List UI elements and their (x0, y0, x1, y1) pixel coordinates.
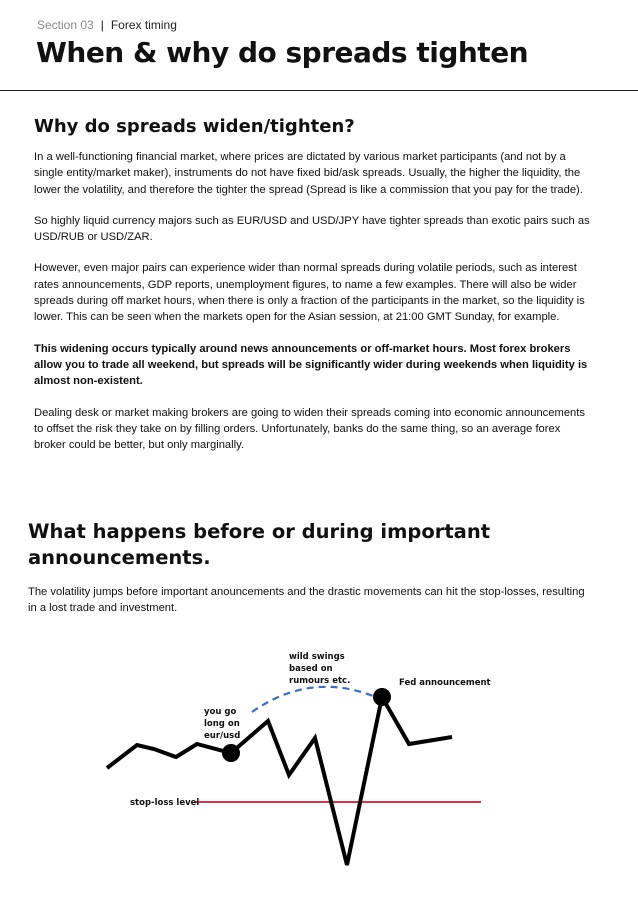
section-heading: What happens before or during important announcements. (28, 520, 491, 569)
swings-label-line-2: based on (289, 664, 333, 674)
paragraph-liquidity: In a well-functioning financial market, where prices are dictated by various market participants (and not by a single entity/market maker), instruments do not have fixed bid/ask spreads. Usually, the higher the liquidity, the lower the volatility, and therefore the tighter the spread (Spread is like a commission that you pay for the trade). (34, 151, 583, 196)
entry-point-marker (222, 744, 240, 762)
fed-announcement-marker (373, 688, 391, 706)
section-announcements (28, 519, 588, 632)
price-line (107, 697, 452, 865)
paragraph-volatile-periods: However, even major pairs can experience wider than normal spreads during volatile periods, such as interest rates announcements, GDP reports, unemployment figures, to name a few examples. There will also be wider spreads during off market hours, when there is only a fraction of the participants in the market, so the liquidity is lower. This can be seen when the markets open for the Asian session, at 21:00 GMT Sunday, for example. (34, 262, 585, 324)
paragraph-widening: This widening occurs typically around news announcements or off-market hours. Most forex brokers allow you to trade all weekend, but spreads will be significantly wider during weekends when liquidity is almost non-existent. (34, 342, 588, 388)
paragraph-majors: So highly liquid currency majors such as EUR/USD and USD/JPY have tighter spreads than exotic pairs such as USD/RUB or USD/ZAR. (34, 214, 590, 244)
entry-label-line-2: long on (204, 719, 240, 729)
page-title: When & why do spreads tighten (36, 36, 529, 69)
header-divider (0, 90, 638, 91)
entry-label-line-1: you go (204, 707, 237, 717)
entry-label-line-3: eur/usd (204, 731, 241, 741)
price-swing-diagram (0, 640, 638, 903)
header-separator: | (100, 18, 104, 32)
swings-label-line-1: wild swings (289, 652, 345, 662)
paragraph-volatility: The volatility jumps before important anouncements and the drastic movements can hit the stop-losses, resulting in a lost trade and investment. (28, 586, 585, 615)
section-spreads (34, 116, 594, 468)
paragraph-dealing-desk: Dealing desk or market making brokers are going to widen their spreads coming into economic announcements to offset the risk they take on by filling orders. Unfortunately, banks do the same thing, so an average forex broker could be better, but only marginally. (34, 406, 585, 452)
swings-label-line-3: rumours etc. (289, 676, 351, 686)
swing-arc (252, 687, 378, 712)
section-number: Section 03 (37, 18, 94, 32)
fed-announcement-label: Fed announcement (399, 678, 491, 688)
section-topic: Forex timing (110, 18, 177, 32)
section-heading: Why do spreads widen/tighten? (34, 116, 355, 137)
stop-loss-label: stop-loss level (130, 798, 200, 808)
section-header (37, 18, 177, 32)
